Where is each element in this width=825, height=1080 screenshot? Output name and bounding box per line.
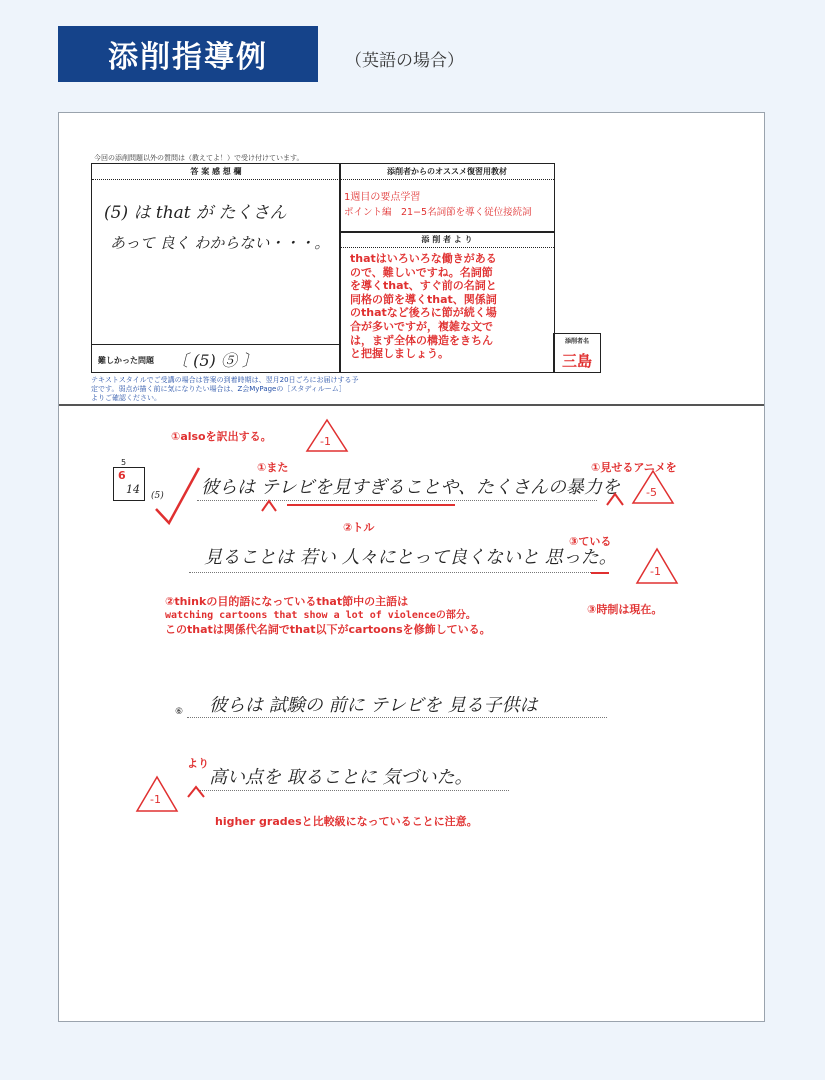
recommend-line-2: ポイント編 21−5名詞節を導く従位接続詞 (344, 207, 532, 218)
score-numerator: 6 (118, 469, 126, 482)
correction-jisei: ③時制は現在。 (587, 603, 663, 616)
deduction-3: -1 (650, 565, 661, 578)
difficult-value: 〔 (5) ⑤ 〕 (172, 351, 258, 370)
correction-toru: ②トル (343, 521, 375, 534)
bottom-note-line: テキストスタイルでご受講の場合は答案の到着時期は、翌月20日ごろにお届けする予 (91, 376, 359, 384)
correction-think-line: このthatは関係代名詞でthat以下がcartoonsを修飾している。 (165, 623, 491, 636)
page-title: 添削指導例 (58, 26, 318, 82)
impressions-header: 答 案 感 想 欄 (92, 164, 340, 180)
caret-icon (262, 501, 276, 511)
question-5-number: (5) (151, 491, 164, 501)
grader-comment-line: と把握しましょう。 (350, 347, 449, 361)
deduction-2: -5 (646, 486, 657, 499)
deduction-4: -1 (150, 793, 161, 806)
deduction-1: -1 (320, 435, 331, 448)
correction-yori: より (187, 757, 209, 770)
grader-comment-line: を導くthat、すぐ前の名詞と (350, 279, 497, 293)
grader-comment-line: 同格の節を導くthat、関係詞 (350, 292, 497, 306)
caret-icon (607, 494, 623, 505)
answer-6-line-1: 彼らは 試験の 前に テレビを 見る子供は (209, 695, 538, 716)
correction-mata: ①また (257, 461, 289, 474)
grader-comment-line: thatはいろいろな働きがある (350, 252, 497, 265)
impressions-line-1: (5) は that が たくさん (104, 203, 287, 223)
grader-header: 添 削 者 よ り (340, 232, 554, 248)
score-denominator: 14 (126, 483, 140, 496)
recommend-header: 添削者からのオススメ復習用教材 (340, 164, 554, 180)
correction-think-line: ②thinkの目的語になっているthat節中の主語は (165, 595, 409, 608)
grader-comment-line: ので、難しいですね。名詞節 (350, 265, 493, 279)
correction-misero: ①見せるアニメを (591, 461, 677, 474)
bottom-note-line: 定です。弱点が描く前に気になりたい場合は、Z会MyPageの［スタディルーム］ (91, 385, 346, 393)
score-top: 5 (121, 458, 127, 467)
recommend-line-1: 1週目の要点学習 (344, 192, 421, 203)
impressions-line-2: あって 良く わからない・・・。 (110, 234, 330, 252)
page-subtitle: （英語の場合） (345, 51, 464, 71)
bottom-note-line: よりご確認ください。 (91, 394, 161, 402)
grader-name-label: 添削者名 (564, 338, 589, 345)
answer-5-line-1: 彼らは テレビを見すぎることや、たくさんの暴力を (201, 477, 620, 498)
correction-think-line: watching cartoons that show a lot of violenceの部分。 (165, 610, 476, 621)
grader-comment-line: 合が多いですが，複雑な文で (350, 319, 493, 333)
correction-teiru: ③ている (569, 535, 612, 548)
answer-5-line-2: 見ることは 若い 人々にとって良くないと 思った。 (204, 547, 617, 568)
correction-also: ①alsoを訳出する。 (171, 430, 272, 443)
difficult-label: 難しかった問題 (98, 356, 154, 365)
grader-name: 三島 (561, 352, 592, 370)
correction-higher: higher gradesと比較級になっていることに注意。 (215, 815, 478, 828)
top-note: 今回の添削問題以外の質問は（教えてよ！）で受け付けています。 (94, 154, 304, 162)
question-6-number: ⑥ (175, 707, 184, 717)
check-icon (156, 468, 199, 523)
grader-comment-line: のthatなど後ろに節が続く場 (350, 306, 497, 320)
correction-sheet (58, 112, 765, 1022)
caret-icon (188, 787, 204, 797)
grader-comment-line: は，まず全体の構造をきちん (350, 333, 493, 347)
answer-6-line-2: 高い点を 取ることに 気づいた。 (209, 767, 473, 788)
